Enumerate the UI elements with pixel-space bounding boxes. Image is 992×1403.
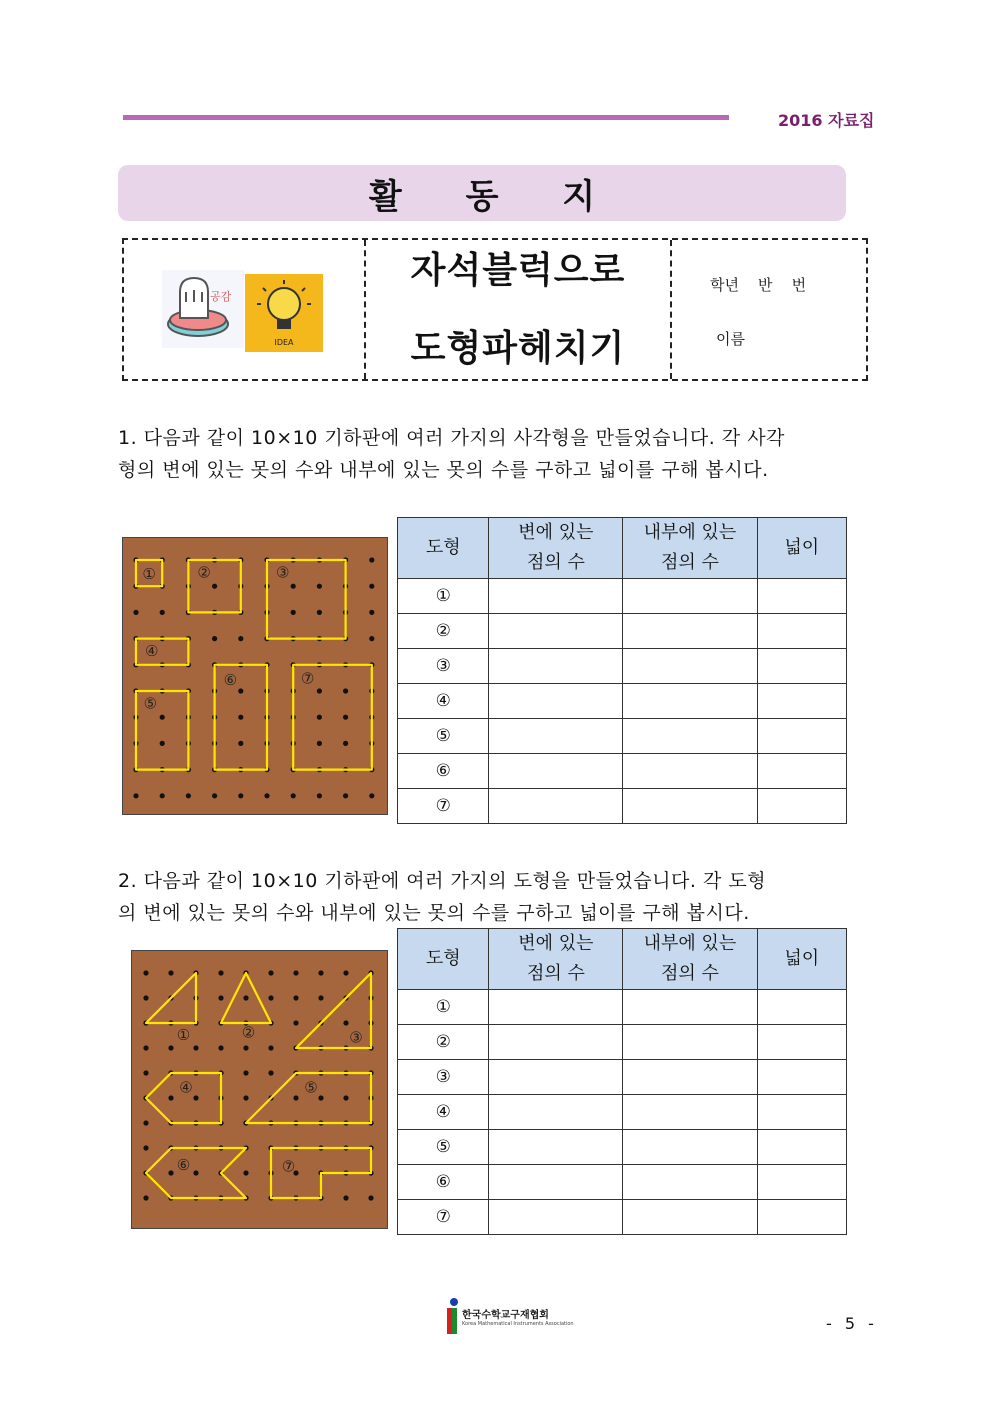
table-row — [398, 1130, 847, 1165]
peg-dot — [143, 1120, 148, 1125]
table-row — [398, 614, 847, 649]
peg-dot — [317, 584, 322, 589]
edge-points-cell[interactable] — [489, 1025, 623, 1060]
peg-dot — [369, 636, 374, 641]
row-shape-number: ④ — [398, 1095, 489, 1130]
header-inner-points: 내부에 있는 점의 수 — [623, 929, 757, 990]
edge-points-cell[interactable] — [489, 579, 623, 614]
peg-dot — [238, 793, 243, 798]
peg-dot — [317, 741, 322, 746]
edge-points-cell[interactable] — [489, 1165, 623, 1200]
peg-dot — [268, 1045, 273, 1050]
inner-points-cell[interactable] — [623, 1165, 757, 1200]
shape-label-3: ③ — [349, 1028, 363, 1047]
peg-dot — [317, 793, 322, 798]
header-divider-line — [123, 115, 729, 120]
edge-points-cell[interactable] — [489, 789, 623, 824]
shape-label-1: ① — [142, 564, 156, 583]
peg-dot — [343, 1195, 348, 1200]
peg-dot — [369, 610, 374, 615]
area-cell[interactable] — [757, 1130, 846, 1165]
shape-label-3: ③ — [275, 563, 290, 582]
inner-points-cell[interactable] — [623, 1130, 757, 1165]
peg-dot — [318, 970, 323, 975]
peg-dot — [143, 1070, 148, 1075]
peg-dot — [218, 970, 223, 975]
inner-points-cell[interactable] — [623, 1060, 757, 1095]
table-header-row — [398, 929, 847, 990]
peg-dot — [168, 1045, 173, 1050]
shape-label-6: ⑥ — [223, 671, 238, 690]
row-shape-number: ② — [398, 614, 489, 649]
question-2-line-2: 의 변에 있는 못의 수와 내부에 있는 못의 수를 구하고 넓이를 구해 봅시다. — [118, 902, 750, 924]
peg-dot — [133, 610, 138, 615]
shape-label-6: ⑥ — [176, 1156, 191, 1174]
peg-dot — [243, 1070, 248, 1075]
inner-points-cell[interactable] — [623, 579, 757, 614]
header-area: 넓이 — [757, 518, 846, 579]
table-row — [398, 1025, 847, 1060]
peg-dot — [293, 1095, 298, 1100]
question-2-line-1: 2. 다음과 같이 10×10 기하판에 여러 가지의 도형을 만들었습니다. 각 도형 — [118, 870, 767, 892]
row-shape-number: ③ — [398, 1060, 489, 1095]
edge-points-cell[interactable] — [489, 1200, 623, 1235]
question-1-line-2: 형의 변에 있는 못의 수와 내부에 있는 못의 수를 구하고 넓이를 구해 봅시다. — [118, 459, 769, 481]
peg-dot — [212, 636, 217, 641]
area-cell[interactable] — [757, 1025, 846, 1060]
area-cell[interactable] — [757, 754, 846, 789]
peg-dot — [318, 995, 323, 1000]
edge-points-cell[interactable] — [489, 1095, 623, 1130]
title-line-2: 도형파헤치기 — [410, 328, 626, 369]
area-cell[interactable] — [757, 719, 846, 754]
header-inner-points: 내부에 있는 점의 수 — [623, 518, 757, 579]
row-shape-number: ① — [398, 990, 489, 1025]
year-label: 2016 자료집 — [778, 111, 875, 130]
shape-outline-4 — [136, 639, 188, 665]
peg-dot — [317, 688, 322, 693]
row-shape-number: ⑥ — [398, 754, 489, 789]
inner-points-cell[interactable] — [623, 990, 757, 1025]
org-subtitle: Korea Mathematical Instruments Association — [462, 1321, 574, 1327]
name-label: 이름 — [716, 330, 745, 348]
peg-dot — [243, 1045, 248, 1050]
peg-dot — [343, 715, 348, 720]
shape-label-2: ② — [241, 1023, 256, 1042]
title-cell — [366, 240, 670, 379]
area-cell[interactable] — [757, 579, 846, 614]
edge-points-cell[interactable] — [489, 754, 623, 789]
peg-dot — [243, 995, 248, 1000]
peg-dot — [317, 715, 322, 720]
edge-points-cell[interactable] — [489, 1130, 623, 1165]
edge-points-cell[interactable] — [489, 684, 623, 719]
table-row — [398, 719, 847, 754]
row-shape-number: ⑦ — [398, 1200, 489, 1235]
shape-label-5: ⑤ — [304, 1078, 318, 1097]
area-cell[interactable] — [757, 649, 846, 684]
question-2-text — [118, 865, 766, 929]
peg-dot — [218, 1045, 223, 1050]
shape-label-7: ⑦ — [300, 669, 315, 688]
peg-dot — [143, 995, 148, 1000]
peg-dot — [160, 793, 165, 798]
row-shape-number: ① — [398, 579, 489, 614]
peg-dot — [212, 793, 217, 798]
peg-dot — [343, 1095, 348, 1100]
peg-dot — [133, 793, 138, 798]
table-header-row — [398, 518, 847, 579]
row-shape-number: ⑦ — [398, 789, 489, 824]
answer-table-2 — [397, 928, 847, 1235]
peg-dot — [243, 1170, 248, 1175]
row-shape-number: ⑤ — [398, 719, 489, 754]
question-1-text — [118, 422, 785, 486]
header-shape: 도형 — [398, 518, 489, 579]
question-1-line-1: 1. 다음과 같이 10×10 기하판에 여러 가지의 사각형을 만들었습니다. 각 사각 — [118, 427, 785, 449]
inner-points-cell[interactable] — [623, 684, 757, 719]
shape-label-4: ④ — [179, 1078, 193, 1097]
peg-dot — [291, 610, 296, 615]
table-row — [398, 1095, 847, 1130]
org-name: 한국수학교구재협회 — [462, 1310, 549, 1321]
geoboard-2 — [131, 950, 388, 1229]
geoboard-1 — [122, 537, 388, 815]
answer-table-1 — [397, 517, 847, 824]
peg-dot — [193, 1045, 198, 1050]
area-cell[interactable] — [757, 1165, 846, 1200]
row-shape-number: ③ — [398, 649, 489, 684]
row-shape-number: ⑥ — [398, 1165, 489, 1200]
table-row — [398, 1200, 847, 1235]
inner-points-cell[interactable] — [623, 614, 757, 649]
area-cell[interactable] — [757, 614, 846, 649]
header-area: 넓이 — [757, 929, 846, 990]
table-row — [398, 754, 847, 789]
svg-text:IDEA: IDEA — [274, 338, 294, 347]
inner-points-cell[interactable] — [623, 1095, 757, 1130]
geoboard-2-svg — [132, 951, 387, 1228]
peg-dot — [143, 1045, 148, 1050]
peg-dot — [318, 1095, 323, 1100]
peg-dot — [343, 970, 348, 975]
peg-dot — [143, 1145, 148, 1150]
table-row — [398, 990, 847, 1025]
shape-outline-1 — [146, 973, 196, 1023]
edge-points-cell[interactable] — [489, 614, 623, 649]
peg-dot — [218, 995, 223, 1000]
svg-text:공감: 공감 — [210, 290, 232, 303]
peg-dot — [268, 1070, 273, 1075]
shape-label-1: ① — [176, 1026, 191, 1044]
peg-dot — [264, 793, 269, 798]
title-box — [122, 238, 868, 381]
edge-points-cell[interactable] — [489, 990, 623, 1025]
peg-dot — [193, 1095, 198, 1100]
peg-dot — [243, 1095, 248, 1100]
row-shape-number: ⑤ — [398, 1130, 489, 1165]
inner-points-cell[interactable] — [623, 789, 757, 824]
inner-points-cell[interactable] — [623, 1200, 757, 1235]
table-row — [398, 789, 847, 824]
peg-dot — [238, 636, 243, 641]
area-cell[interactable] — [757, 1200, 846, 1235]
peg-dot — [143, 970, 148, 975]
idea-bulb-icon — [245, 274, 323, 352]
peg-dot — [343, 688, 348, 693]
peg-dot — [291, 584, 296, 589]
peg-dot — [168, 970, 173, 975]
table-row — [398, 684, 847, 719]
peg-dot — [160, 715, 165, 720]
area-cell[interactable] — [757, 684, 846, 719]
edge-points-cell[interactable] — [489, 719, 623, 754]
peg-dot — [186, 793, 191, 798]
row-shape-number: ② — [398, 1025, 489, 1060]
peg-dot — [168, 1170, 173, 1175]
page-number: - 5 - — [826, 1314, 878, 1333]
peg-dot — [268, 970, 273, 975]
activity-banner — [118, 165, 846, 221]
title-line-1: 자석블럭으로 — [410, 250, 626, 291]
area-cell[interactable] — [757, 1060, 846, 1095]
peg-dot — [193, 1170, 198, 1175]
peg-dot — [238, 715, 243, 720]
shape-label-7: ⑦ — [281, 1157, 296, 1176]
table-row — [398, 1165, 847, 1200]
peg-dot — [369, 557, 374, 562]
peg-dot — [369, 584, 374, 589]
peg-dot — [293, 970, 298, 975]
peg-dot — [238, 688, 243, 693]
header-edge-points: 변에 있는 점의 수 — [489, 518, 623, 579]
edge-points-cell[interactable] — [489, 1060, 623, 1095]
area-cell[interactable] — [757, 789, 846, 824]
table-row — [398, 649, 847, 684]
inner-points-cell[interactable] — [623, 719, 757, 754]
peg-dot — [168, 1095, 173, 1100]
header-edge-points: 변에 있는 점의 수 — [489, 929, 623, 990]
inner-points-cell[interactable] — [623, 1025, 757, 1060]
peg-dot — [291, 793, 296, 798]
edge-points-cell[interactable] — [489, 649, 623, 684]
peg-dot — [368, 1195, 373, 1200]
peg-dot — [160, 741, 165, 746]
row-shape-number: ④ — [398, 684, 489, 719]
inner-points-cell[interactable] — [623, 649, 757, 684]
hand-magnet-icon — [162, 270, 244, 348]
peg-dot — [143, 1195, 148, 1200]
peg-dot — [369, 793, 374, 798]
logo-cell — [124, 240, 364, 379]
shape-label-4: ④ — [144, 642, 159, 661]
table-row — [398, 579, 847, 614]
peg-dot — [343, 741, 348, 746]
peg-dot — [238, 741, 243, 746]
inner-points-cell[interactable] — [623, 754, 757, 789]
peg-dot — [212, 584, 217, 589]
header-shape: 도형 — [398, 929, 489, 990]
peg-dot — [160, 610, 165, 615]
peg-dot — [343, 793, 348, 798]
peg-dot — [293, 995, 298, 1000]
peg-dot — [293, 1020, 298, 1025]
area-cell[interactable] — [757, 1095, 846, 1130]
peg-dot — [343, 1020, 348, 1025]
peg-dot — [268, 995, 273, 1000]
shape-label-5: ⑤ — [143, 694, 158, 713]
shape-label-2: ② — [197, 563, 211, 582]
banner-title: 활 동 지 — [368, 176, 622, 217]
student-info-cell — [672, 240, 868, 379]
table-row — [398, 1060, 847, 1095]
peg-dot — [317, 610, 322, 615]
class-info: 학년 반 번 — [710, 276, 807, 294]
area-cell[interactable] — [757, 990, 846, 1025]
geoboard-1-svg — [123, 538, 387, 814]
